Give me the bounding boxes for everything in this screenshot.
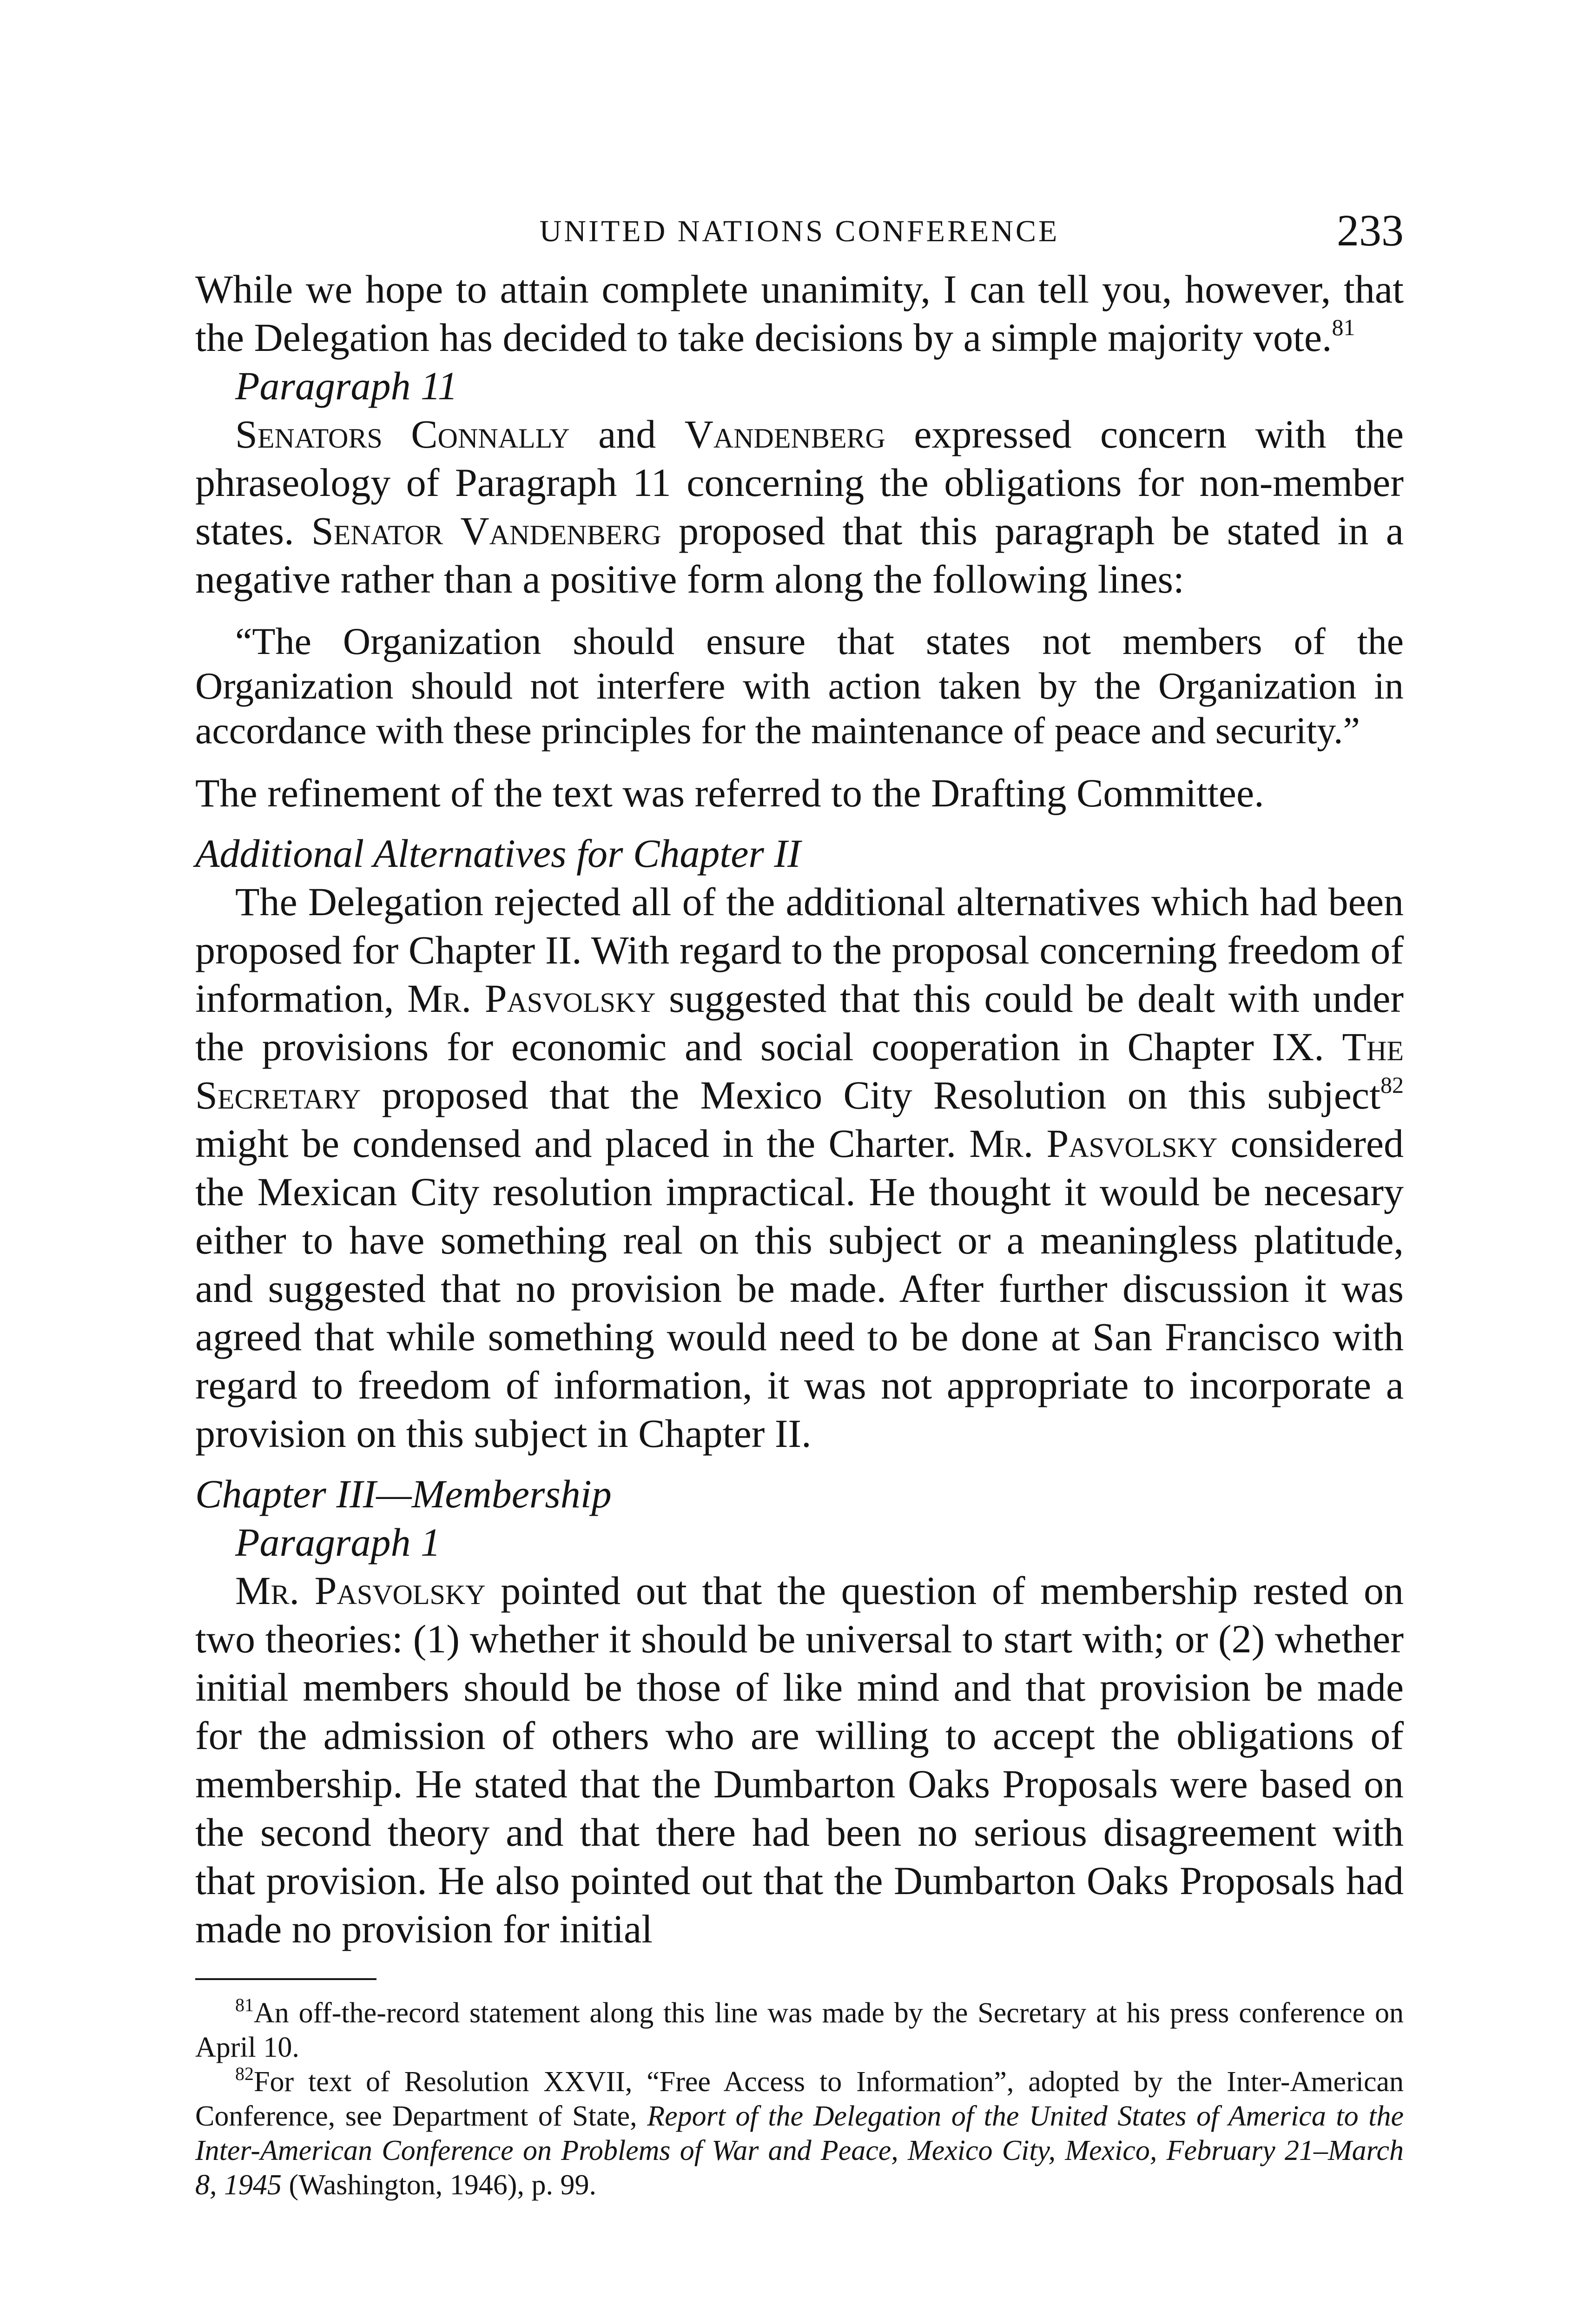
footnote-ref-81: 81	[1332, 314, 1355, 340]
conjunction: and	[598, 412, 656, 456]
footnote-82	[195, 2065, 1404, 2202]
heading-paragraph-1: Paragraph 1	[235, 1520, 441, 1565]
paragraph-text: might be condensed and placed in the Charter.	[195, 1121, 957, 1166]
paragraph-freedom-of-information	[195, 878, 1404, 1458]
paragraph-text: pointed out that the question of membership rested on two theories: (1) whether it should be universal to start with; or (2) whether initial members should be those of like mind and that provision be made for the admission of others who are willing to accept the obligations of membership. He stated that the Dumbarton Oaks Proposals were based on the second theory and that there had been no serious disagreement with that provision. He also pointed out that the Dumbarton Oaks Proposals had made no provision for initial	[195, 1568, 1404, 1951]
document-page	[195, 205, 1404, 2202]
footnote-81	[195, 1996, 1404, 2065]
connally-name: Connally	[411, 412, 570, 456]
footnote-number: 81	[235, 1994, 254, 2015]
paragraph-text: The Delegation rejected all of the additional alternatives which had been proposed for Chapter II. With regard to the proposal concerning freedom of information,	[195, 879, 1404, 1021]
quote-text: “The Organization should ensure that states not members of the Organization should not interfere with action taken by the Organization in accordance with these principles for the maintenance of peace and security.”	[195, 620, 1404, 752]
footnote-text: (Washington, 1946), p. 99.	[289, 2169, 596, 2201]
footnote-divider	[195, 1978, 376, 1980]
heading-paragraph-11: Paragraph 11	[235, 363, 458, 408]
body-text	[195, 265, 1404, 1953]
paragraph-membership	[195, 1566, 1404, 1953]
vandenberg-name: Vandenberg	[460, 508, 661, 553]
pasvolsky-name: Mr. Pasvolsky	[235, 1568, 486, 1613]
page-header	[195, 205, 1404, 265]
footnote-text: For text of Resolution XXVII, “Free Access to Information”, adopted by the Inter-American Conference, see Department of State,	[195, 2066, 1404, 2132]
page-number: 233	[1337, 205, 1404, 255]
senator-label: Senator	[311, 508, 443, 553]
block-quote	[195, 619, 1404, 753]
footnotes	[195, 1996, 1404, 2202]
running-head: UNITED NATIONS CONFERENCE	[539, 214, 1060, 248]
paragraph-text: proposed that the Mexico City Resolution on this subject	[382, 1073, 1381, 1117]
paragraph-drafting-committee: The refinement of the text was referred to the Drafting Committee.	[195, 771, 1264, 815]
paragraph-text: expressed concern with the phraseology of Paragraph 11 concerning the obligations for non-member states.	[195, 412, 1404, 553]
paragraph-text: proposed that this paragraph be stated in a negative rather than a positive form along the following lines:	[195, 508, 1404, 601]
senators-label: Senators	[235, 412, 383, 456]
heading-chapter-iii: Chapter III—Membership	[195, 1472, 612, 1516]
paragraph-text: suggested that this could be dealt with under the provisions for economic and social cooperation in Chapter IX.	[195, 976, 1404, 1069]
pasvolsky-name: Mr. Pasvolsky	[407, 976, 656, 1021]
footnote-ref-82: 82	[1380, 1072, 1404, 1098]
vandenberg-name: Vandenberg	[684, 412, 885, 456]
paragraph-text: considered the Mexican City resolution impractical. He thought it would be necesary either to have something real on this subject or a meaningless platitude, and suggested that no provision be made. After further discussion it was agreed that while something would need to be done at San Francisco with regard to freedom of information, it was not appropriate to incorporate a provision on this subject in Chapter II.	[195, 1121, 1404, 1456]
footnote-text: An off-the-record statement along this line was made by the Secretary at his press conference on April 10.	[195, 1997, 1404, 2063]
footnote-report-title: Report of the Delegation of the United States of America to the Inter-American Conference on Problems of War and Peace, Mexico City, Mexico, February 21–March 8, 1945	[195, 2100, 1404, 2201]
heading-additional-alternatives: Additional Alternatives for Chapter II	[195, 831, 801, 876]
paragraph-text: While we hope to attain complete unanimity, I can tell you, however, that the Delegation has decided to take decisions by a simple majority vote.	[195, 267, 1404, 360]
pasvolsky-name: Mr. Pasvolsky	[969, 1121, 1218, 1166]
paragraph-senators-concern	[195, 410, 1404, 603]
secretary-label: The Secretary	[195, 1024, 1404, 1117]
paragraph-majority-vote	[195, 265, 1404, 362]
footnote-number: 82	[235, 2063, 254, 2084]
